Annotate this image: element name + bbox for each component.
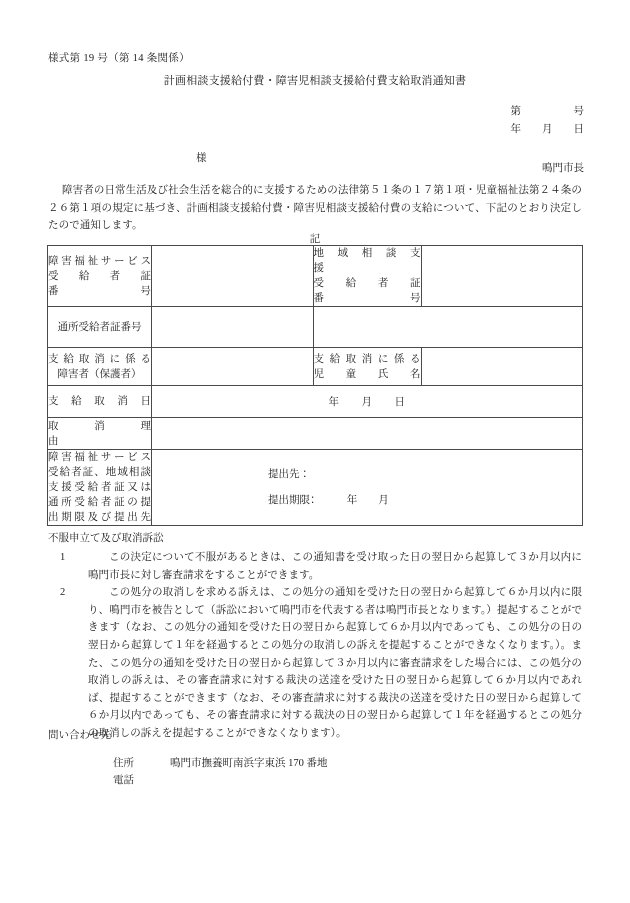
table-row (48, 386, 583, 418)
appeal-list (48, 549, 582, 743)
submission-destination-label: 提出先： (268, 468, 310, 480)
label-line: 受 給 者 証 (48, 270, 151, 282)
label-cancellation-date (48, 386, 152, 418)
label-line: 受 給 者 証 (313, 278, 421, 289)
label-line: 取 消 理 由 (48, 420, 172, 447)
intro-paragraph: 障害者の日常生活及び社会生活を総合的に支援するための法律第５１条の１７第１項・児童福祉法第２４条の２６第１項の規定に基づき、計画相談支援給付費・障害児相談支援給付費の支給について、下記のとおり決定したので通知します。 (48, 185, 582, 231)
label-line: 通所受給者証の提 (48, 497, 151, 508)
label-welfare-service-cert-number (48, 246, 152, 307)
field-certificate-submission[interactable] (152, 450, 583, 526)
field-cancel-target-child-name[interactable] (421, 348, 583, 386)
notice-form-table (47, 245, 583, 526)
label-commuting-cert-number (48, 307, 152, 348)
document-title: 計画相談支援給付費・障害児相談支援給付費支給取消通知書 (163, 75, 467, 87)
label-regional-support-cert-number (313, 246, 431, 307)
field-cancellation-reason[interactable] (152, 418, 583, 450)
label-line: 支援受給者証又は (48, 482, 151, 493)
label-line: 支 給 取 消 に 係 る (48, 353, 151, 365)
appeal-item-number: 1 (60, 552, 66, 563)
table-row (48, 348, 583, 386)
submission-deadline-label: 提出期限： 年 月 (268, 494, 389, 506)
label-line: 番 号 (313, 293, 421, 304)
label-cancel-target-child-name (313, 348, 421, 386)
appeal-section-heading: 不服申立て及び取消訴訟 (48, 533, 164, 544)
field-welfare-service-cert-number[interactable] (152, 246, 314, 307)
label-line: 支 給 取 消 に 係 る (313, 353, 421, 365)
field-cancellation-date[interactable]: 年 月 日 (152, 386, 583, 418)
label-certificate-submission (48, 450, 152, 526)
field-cancel-target-person[interactable] (152, 348, 314, 386)
label-cancellation-reason (48, 418, 172, 450)
label-line: 受給者証、地域相談 (48, 467, 151, 478)
issuer-name: 鳴門市長 (542, 163, 584, 174)
field-regional-support-cert-number[interactable] (421, 246, 583, 307)
label-line: 番 号 (48, 285, 151, 297)
contact-phone-row (113, 772, 328, 789)
reference-block (511, 103, 585, 139)
ki-mark: 記 (309, 234, 321, 245)
label-line: 地 域 相 談 支 援 (313, 248, 431, 274)
contact-details (113, 755, 328, 789)
label-line: 障害福祉サービス (48, 255, 151, 267)
contact-address-value: 鳴門市撫養町南浜字東浜 170 番地 (170, 758, 328, 769)
contact-address-label: 住所 (113, 758, 134, 769)
appeal-item-number: 2 (60, 587, 66, 599)
table-row (48, 246, 583, 307)
label-cancel-target-person (48, 348, 152, 386)
table-row (48, 307, 583, 348)
reference-number: 第 号 (510, 106, 584, 117)
label-line: 通所受給者証番号 (57, 321, 142, 333)
appeal-item-text: この処分の取消しを求める訴えは、この処分の通知を受けた日の翌日から起算して６か月以内に限り、鳴門市を被告として（訴訟において鳴門市を代表する者は鳴門市長となります。）提起することができます（なお、この処分の通知を受けた日の翌日から起算して６か月以内であっても、この処分の日の翌日から起算して１年を経過するとこの処分の取消しの訴えを提起することができなくなります。）。また、この処分の通知を受けた日の翌日から起算して３か月以内に審査請求をした場合には、この処分の取消しの訴えは、その審査請求に対する裁決の送達を受けた日の翌日から起算して６か月以内であれば、提起することができます（なお、その審査請求に対する裁決の送達を受けた日の翌日から起算して６か月以内であっても、その審査請求に対する裁決の日の翌日から起算して１年を経過するとこの処分の取消しの訴えを提起することができなくなります）。 (88, 587, 582, 739)
label-line: 支 給 取 消 日 (48, 396, 151, 407)
field-row2-empty (313, 307, 583, 348)
addressee-suffix: 様 (196, 153, 207, 164)
contact-address-row (113, 755, 328, 772)
field-commuting-cert-number[interactable] (152, 307, 314, 348)
label-line: 出期限及び提出先 (48, 512, 151, 523)
issue-date: 年 月 日 (510, 124, 584, 135)
contact-section-heading: 問い合わせ先 (48, 730, 111, 741)
table-row (48, 418, 583, 450)
appeal-item-text: この決定について不服があるときは、この通知書を受け取った日の翌日から起算して３か月以内に鳴門市長に対し審査請求をすることができます。 (88, 552, 582, 581)
appeal-item (48, 584, 582, 742)
contact-phone-label: 電話 (113, 775, 134, 786)
appeal-item (48, 549, 582, 584)
table-row (48, 450, 583, 526)
label-line: 障害者（保護者） (57, 368, 142, 380)
form-number: 様式第 19 号（第 14 条関係） (48, 53, 190, 64)
label-line: 児 童 氏 名 (313, 368, 421, 380)
label-line: 障害福祉サービス (48, 452, 151, 463)
